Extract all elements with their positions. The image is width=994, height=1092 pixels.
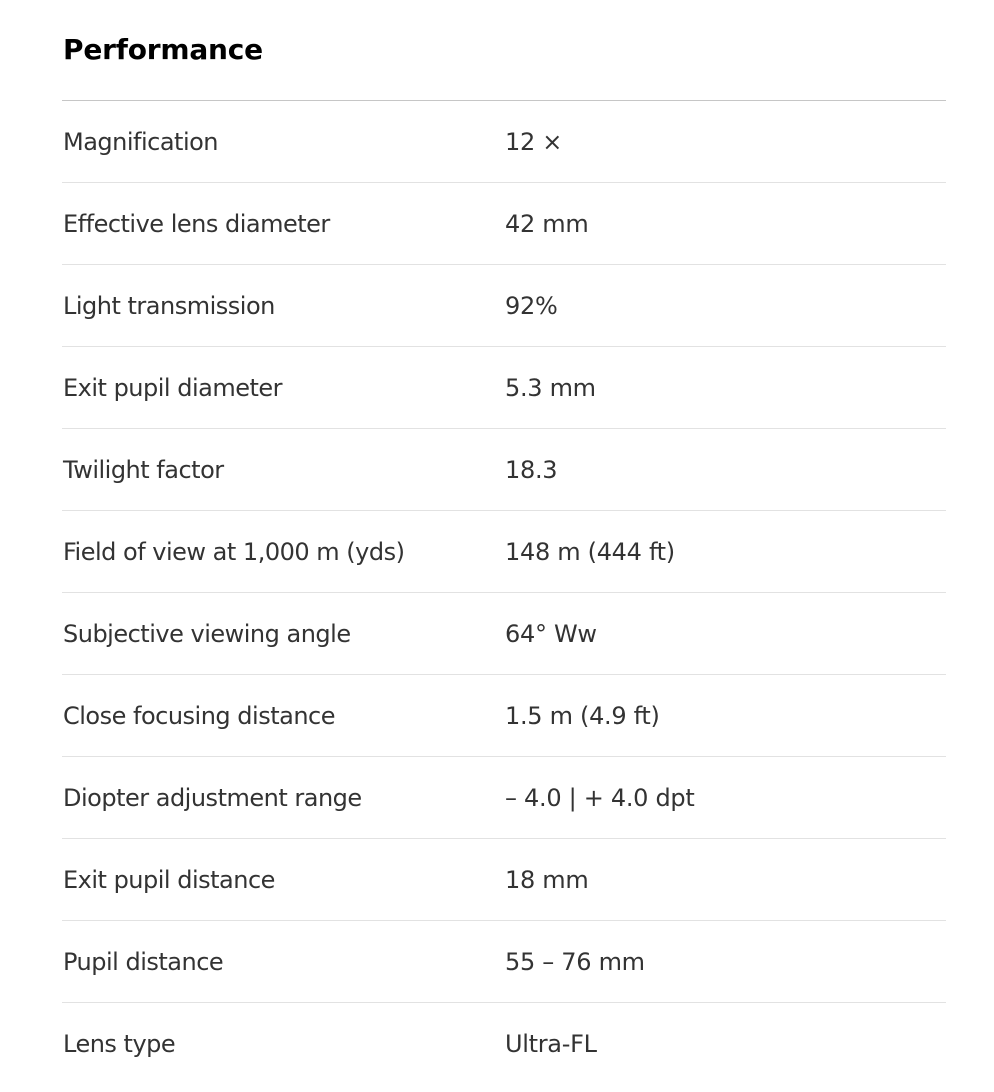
spec-row-effective-lens-diameter — [62, 183, 946, 265]
spec-row-pupil-distance — [62, 921, 946, 1003]
spec-row-subjective-viewing-angle — [62, 593, 946, 675]
spec-value: 18 mm — [505, 866, 589, 894]
spec-label: Close focusing distance — [63, 702, 335, 730]
spec-row-exit-pupil-distance — [62, 839, 946, 921]
spec-label: Subjective viewing angle — [63, 620, 351, 648]
spec-row-magnification — [62, 101, 946, 183]
spec-label: Twilight factor — [63, 456, 224, 484]
spec-value: 5.3 mm — [505, 374, 596, 402]
spec-row-field-of-view — [62, 511, 946, 593]
spec-row-exit-pupil-diameter — [62, 347, 946, 429]
spec-label: Diopter adjustment range — [63, 784, 362, 812]
spec-label: Lens type — [63, 1030, 176, 1058]
spec-label: Light transmission — [63, 292, 275, 320]
spec-label: Pupil distance — [63, 948, 224, 976]
spec-value: 64° Ww — [505, 620, 597, 648]
spec-row-lens-type — [62, 1003, 946, 1085]
spec-value: Ultra-FL — [505, 1030, 597, 1058]
spec-value: – 4.0 | + 4.0 dpt — [505, 784, 695, 812]
spec-label: Exit pupil distance — [63, 866, 275, 894]
spec-value: 1.5 m (4.9 ft) — [505, 702, 660, 730]
spec-value: 148 m (444 ft) — [505, 538, 675, 566]
spec-value: 18.3 — [505, 456, 558, 484]
spec-label: Magnification — [63, 128, 219, 156]
spec-row-close-focusing-distance — [62, 675, 946, 757]
section-title: Performance — [63, 33, 263, 66]
spec-label: Effective lens diameter — [63, 210, 330, 238]
spec-table — [62, 101, 946, 1085]
spec-row-twilight-factor — [62, 429, 946, 511]
spec-label: Field of view at 1,000 m (yds) — [63, 538, 405, 566]
spec-value: 42 mm — [505, 210, 589, 238]
spec-value: 92% — [505, 292, 558, 320]
spec-value: 55 – 76 mm — [505, 948, 645, 976]
spec-row-diopter-adjustment-range — [62, 757, 946, 839]
spec-label: Exit pupil diameter — [63, 374, 283, 402]
spec-value: 12 × — [505, 128, 563, 156]
spec-row-light-transmission — [62, 265, 946, 347]
